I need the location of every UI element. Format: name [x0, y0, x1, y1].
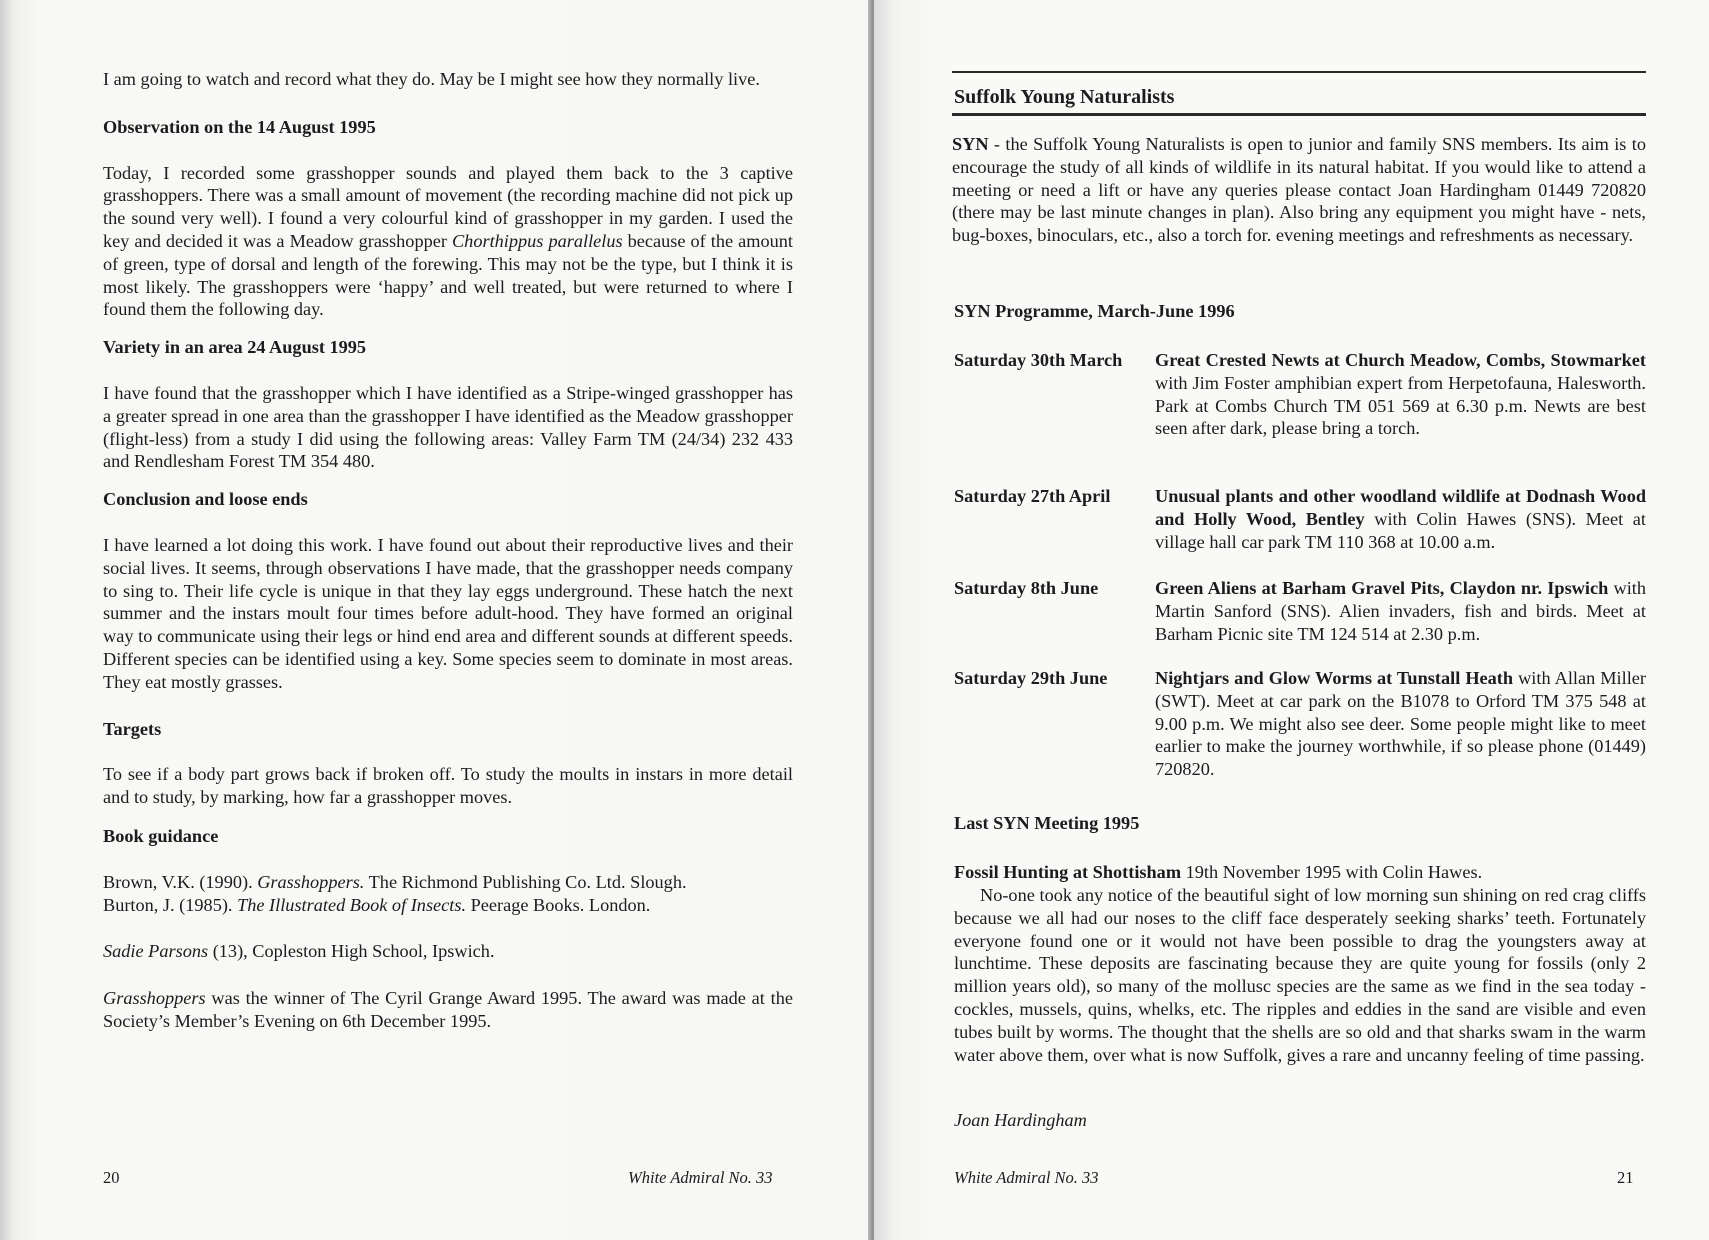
programme-date: Saturday 27th April	[954, 486, 1111, 506]
last-meeting-report: No-one took any notice of the beautiful sight of low morning sun shining on red crag cliffs because we all had our noses to the cliff face desperately seeking sharks’ teeth. Fortunately everyone found one or it would not have been possible to drag the youngsters away at lunchtime. These deposits are fascinating because they are quite young for fossils (only 2 million years old), so many of the mollusc species are the same as we find in the sea today -cockles, mussels, quins, whelks, etc. The ripples and eddies in the sand are visible and even tubes built by worms. The thought that the shells are so old and that sharks swam in the warm water above them, over what is now Suffolk, gives a rare and uncanny feeling of time passing.	[954, 885, 1646, 1065]
journal-footer: White Admiral No. 33	[954, 1168, 1099, 1187]
right-page	[874, 0, 1709, 1240]
section-title: Suffolk Young Naturalists	[954, 86, 1175, 108]
syn-intro-paragraph: SYN - the Suffolk Young Naturalists is open to junior and family SNS members. Its aim is to encourage the study of all kinds of wildlife in its natural habitat. If you would like to attend a meeting or need a lift or have any queries please contact Joan Hardingham 01449 720820 (there may be last minute changes in plan). Also bring any equipment you might have - nets, bug-boxes, binoculars, etc., also a torch for. evening meetings and refreshments as necessary.	[952, 134, 1646, 246]
title-rule-bottom	[952, 113, 1646, 116]
section-paragraph: Today, I recorded some grasshopper sounds and played them back to the 3 captive grasshoppers. There was a small amount of movement (the recording machine did not pick up the sound very well). I found a very colourful kind of grasshopper in my garden. I used the key and decided it was a Meadow grasshopper Chorthippus parallelus because of the amount of green, type of dorsal and length of the forewing. This may not be the type, but I think it is most likely. The grasshoppers were ‘happy’ and well treated, but were returned to where I found them the following day.	[103, 162, 794, 320]
book-guidance-heading: Book guidance	[103, 825, 219, 846]
award-note: Grasshoppers was the winner of The Cyril Grange Award 1995. The award was made at the Society’s Member’s Evening on 6th December 1995.	[103, 988, 793, 1031]
programme-event: Unusual plants and other woodland wildlife at Dodnash Wood and Holly Wood, Bentley with Colin Hawes (SNS). Meet at village hall car park TM 110 368 at 10.00 a.m.	[1155, 486, 1646, 552]
programme-heading: SYN Programme, March-June 1996	[954, 301, 1235, 321]
section-paragraph: I have found that the grasshopper which I have identified as a Stripe-winged grasshopper has a greater spread in one area than the grasshopper I have identified as the Meadow grasshopper (flight-less) from a study I did using the following areas: Valley Farm TM (24/34) 232 433 and Rendlesham Forest TM 354 480.	[103, 382, 793, 472]
section-heading: Conclusion and loose ends	[103, 489, 308, 510]
page-number: 21	[1617, 1168, 1634, 1187]
last-meeting-heading: Last SYN Meeting 1995	[954, 813, 1140, 833]
title-rule-top	[952, 71, 1646, 73]
last-meeting-lead: Fossil Hunting at Shottisham 19th November 1995 with Colin Hawes.	[954, 862, 1483, 882]
species-name: Chorthippus parallelus	[451, 230, 623, 251]
programme-event: Great Crested Newts at Church Meadow, Combs, Stowmarket with Jim Foster amphibian expert from Herpetofauna, Halesworth. Park at Combs Church TM 051 569 at 6.30 p.m. Newts are best seen after dark, please bring a torch.	[1155, 350, 1646, 439]
section-heading: Observation on the 14 August 1995	[103, 116, 376, 137]
book-reference: Brown, V.K. (1990). Grasshoppers. The Richmond Publishing Co. Ltd. Slough.	[103, 871, 687, 892]
intro-paragraph: I am going to watch and record what they do. May be I might see how they normally live.	[103, 69, 760, 89]
report-signature: Joan Hardingham	[954, 1110, 1087, 1130]
programme-event: Green Aliens at Barham Gravel Pits, Claydon nr. Ipswich with Martin Sanford (SNS). Alien invaders, fish and birds. Meet at Barham Picnic site TM 124 514 at 2.30 p.m.	[1155, 578, 1646, 644]
author-credit: Sadie Parsons (13), Copleston High School, Ipswich.	[103, 941, 495, 962]
programme-date: Saturday 30th March	[954, 350, 1123, 370]
programme-event: Nightjars and Glow Worms at Tunstall Heath with Allan Miller (SWT). Meet at car park on the B1078 to Orford TM 375 548 at 9.00 p.m. We might also see deer. Some people might like to meet earlier to make the journey worthwhile, if so please phone (01449) 720820.	[1155, 668, 1646, 780]
book-reference: Burton, J. (1985). The Illustrated Book of Insects. Peerage Books. London.	[103, 894, 651, 915]
section-heading: Targets	[103, 718, 162, 739]
left-page-column	[103, 68, 793, 1033]
page-number: 20	[103, 1168, 120, 1187]
section-paragraph: I have learned a lot doing this work. I have found out about their reproductive lives and their social lives. It seems, through observations I have made, that the grasshopper needs company to sing to. Their life cycle is unique in that they lay eggs underground. These hatch the next summer and the instars moult four times before adult-hood. They have formed an original way to communicate using their legs or hind end area and different sounds at different speeds. Different species can be identified using a key. Some species seem to dominate in most areas. They eat mostly grasses.	[103, 534, 793, 692]
section-paragraph: To see if a body part grows back if broken off. To study the moults in instars in more detail and to study, by marking, how far a grasshopper moves.	[103, 764, 793, 808]
journal-footer: White Admiral No. 33	[628, 1168, 773, 1187]
section-heading: Variety in an area 24 August 1995	[103, 337, 367, 358]
programme-date: Saturday 8th June	[954, 578, 1099, 598]
programme-date: Saturday 29th June	[954, 668, 1108, 688]
